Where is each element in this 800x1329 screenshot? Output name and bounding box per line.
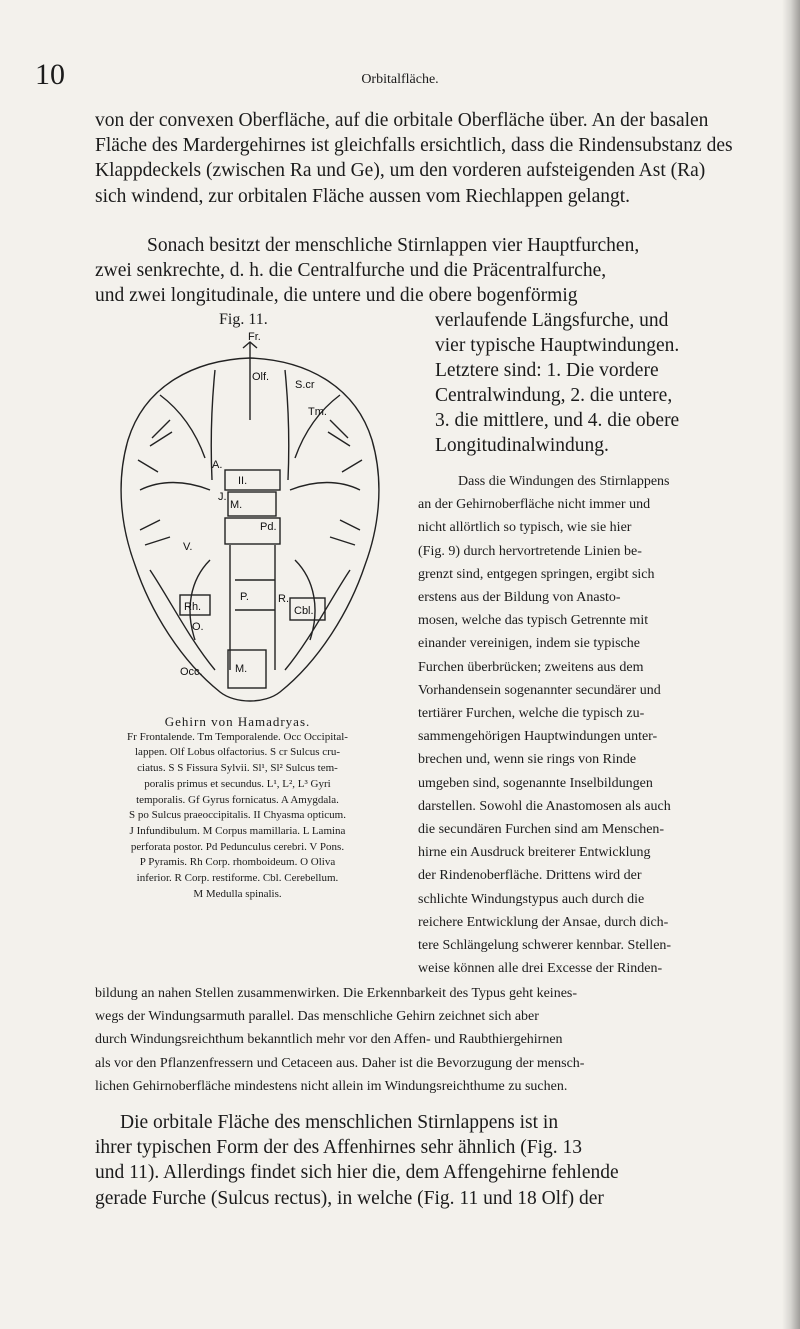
small-line: tere Schlängelung schwerer kennbar. Stellen- xyxy=(418,938,672,954)
label-r: R. xyxy=(278,593,289,605)
small-line: weise können alle drei Excesse der Rinden- xyxy=(418,961,663,977)
small-line: umgeben sind, sogenannte Inselbildungen xyxy=(418,775,653,791)
p2-line-2: zwei senkrechte, d. h. die Centralfurche und die Präcentralfurche, xyxy=(95,260,607,281)
figure-label: Fig. 11. xyxy=(219,311,268,328)
small-text-right-column xyxy=(418,470,740,980)
paragraph-3 xyxy=(95,1110,745,1211)
caption-line: ciatus. S S Fissura Sylvii. Sl¹, Sl² Sulcus tem- xyxy=(137,762,338,775)
page-number: 10 xyxy=(35,58,65,91)
label-a: A. xyxy=(212,459,223,471)
label-pd: Pd. xyxy=(260,521,277,533)
p2-right-line-4: Centralwindung, 2. die untere, xyxy=(435,385,673,406)
p3-line: gerade Furche (Sulcus rectus), in welche (Fig. 11 und 18 Olf) der xyxy=(95,1187,604,1209)
caption-line: inferior. R Corp. restiforme. Cbl. Cerebellum. xyxy=(136,872,339,885)
small-line: der Rindenoberfläche. Drittens wird der xyxy=(418,868,642,884)
small-text-full-width xyxy=(95,982,745,1098)
label-olf: Olf. xyxy=(252,371,270,383)
caption-line: P Pyramis. Rh Corp. rhomboideum. O Oliva xyxy=(139,856,336,869)
caption-line: lappen. Olf Lobus olfactorius. S cr Sulcus cru- xyxy=(135,746,340,759)
label-fr: Fr. xyxy=(248,331,261,343)
brain-figure xyxy=(100,331,400,715)
small-line: durch Windungsreichthum bekanntlich mehr vor den Affen- und Raubthiergehirnen xyxy=(95,1032,563,1048)
label-s-cr: S.cr xyxy=(295,379,315,391)
label-j: J. xyxy=(218,491,227,503)
label-cbl: Cbl. xyxy=(294,605,314,617)
small-line: sammengehörigen Hauptwindungen unter- xyxy=(418,729,658,745)
p2-right-line-2: vier typische Hauptwindungen. xyxy=(435,335,680,356)
small-line: Furchen überbrücken; zweitens aus dem xyxy=(418,659,644,675)
label-occ: Occ. xyxy=(180,666,203,678)
p3-line: Die orbitale Fläche des menschlichen Stirnlappens ist in xyxy=(120,1112,559,1133)
caption-line: M Medulla spinalis. xyxy=(193,887,282,900)
figure-caption xyxy=(95,714,380,902)
small-line: brechen und, wenn sie rings von Rinde xyxy=(418,752,637,768)
label-rh: Rh. xyxy=(184,601,202,613)
small-line: als vor den Pflanzenfressern und Cetaceen aus. Daher ist die Bevorzugung der mensch- xyxy=(95,1055,585,1071)
p3-line: ihrer typischen Form der des Affenhirnes sehr ähnlich (Fig. 13 xyxy=(95,1137,583,1159)
label-ii: II. xyxy=(238,475,248,487)
p2-line-3: und zwei longitudinale, die untere und die obere bogenförmig xyxy=(95,285,578,306)
running-title: Orbitalfläche. xyxy=(361,72,439,87)
small-line: wegs der Windungsarmuth parallel. Das menschliche Gehirn zeichnet sich aber xyxy=(95,1009,539,1025)
small-line: lichen Gehirnoberfläche mindestens nicht allein im Windungsreichthume zu suchen. xyxy=(95,1078,568,1094)
small-line: einander vereinigen, indem sie typische xyxy=(418,636,640,652)
paragraph-1: von der convexen Oberfläche, auf die orbitale Oberfläche über. An der basalen Fläche des Mardergehirnes ist gleichfalls ersichtlich, dass die Rindensubstanz des Klappdeckels (zwischen Ra und Ge), um den vorderen aufsteigenden Ast (Ra) sich windend, zur orbitalen Fläche aussen vom Riechlappen gelangt. xyxy=(95,110,733,207)
caption-line: J Infundibulum. M Corpus mamillaria. L Lamina xyxy=(129,824,346,837)
small-line: schlichte Windungstypus auch durch die xyxy=(418,891,645,907)
small-line: an der Gehirnoberfläche nicht immer und xyxy=(418,497,651,513)
small-line: hirne ein Ausdruck breiterer Entwicklung xyxy=(418,845,651,861)
page-edge-shadow xyxy=(782,0,800,1329)
p3-line: und 11). Allerdings findet sich hier die, dem Affengehirne fehlende xyxy=(95,1162,619,1184)
p2-line-1: Sonach besitzt der menschliche Stirnlappen vier Hauptfurchen, xyxy=(147,235,640,256)
small-line: Dass die Windungen des Stirnlappens xyxy=(458,474,670,489)
small-line: tertiärer Furchen, welche die typisch zu- xyxy=(418,706,645,722)
p2-right-line-6: Longitudinalwindung. xyxy=(435,435,609,456)
small-line: reichere Entwicklung der Ansae, durch dich- xyxy=(418,914,669,930)
p2-right-line-3: Letztere sind: 1. Die vordere xyxy=(435,360,659,381)
label-m: M. xyxy=(230,499,243,511)
p2-right-line-5: 3. die mittlere, und 4. die obere xyxy=(435,410,680,431)
small-line: darstellen. Sowohl die Anastomosen als auch xyxy=(418,798,671,814)
small-line: erstens aus der Bildung von Anasto- xyxy=(418,590,621,606)
caption-line: S po Sulcus praeoccipitalis. II Chyasma opticum. xyxy=(129,809,346,822)
caption-line: perforata postor. Pd Pedunculus cerebri. V Pons. xyxy=(130,840,345,853)
label-v: V. xyxy=(183,541,193,553)
small-line: (Fig. 9) durch hervortretende Linien be- xyxy=(418,543,642,559)
small-line: die secundären Furchen sind am Menschen- xyxy=(418,822,665,838)
label-m-medulla: M. xyxy=(235,663,248,675)
label-p: P. xyxy=(240,591,249,603)
small-line: nicht allörtlich so typisch, wie sie hier xyxy=(418,520,632,536)
small-line: mosen, welche das typisch Getrennte mit xyxy=(418,613,649,629)
label-tm: Tm. xyxy=(308,406,327,418)
p2-right-line-1: verlaufende Längsfurche, und xyxy=(435,310,669,331)
caption-line: poralis primus et secundus. L¹, L², L³ Gyri xyxy=(144,777,331,790)
caption-title: Gehirn von Hamadryas. xyxy=(164,714,311,729)
caption-line: Fr Frontalende. Tm Temporalende. Occ Occipital- xyxy=(127,730,348,743)
caption-line: temporalis. Gf Gyrus fornicatus. A Amygdala. xyxy=(136,793,339,806)
small-line: bildung an nahen Stellen zusammenwirken. Die Erkennbarkeit des Typus geht keines- xyxy=(95,986,578,1001)
small-line: Vorhandensein sogenannter secundärer und xyxy=(418,682,661,698)
small-line: grenzt sind, entgegen springen, ergibt sich xyxy=(418,566,655,582)
label-o: O. xyxy=(192,621,204,633)
